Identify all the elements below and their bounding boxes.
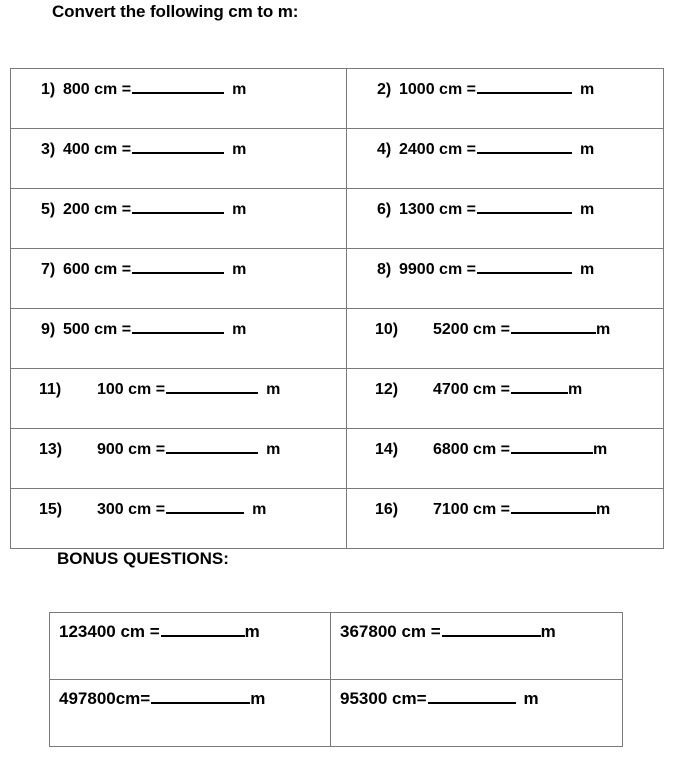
question-item [347,249,663,280]
question-item [11,489,346,520]
table-row [11,429,664,489]
question-body [433,378,663,400]
unit-label: m [232,141,247,158]
bonus-questions-table [49,612,623,747]
question-expression: 9900 cm = [399,261,476,278]
question-number: 3) [41,141,56,158]
question-item [11,309,346,340]
question-expression: 500 cm = [63,321,132,338]
question-item [11,369,346,400]
question-body [433,438,663,460]
question-expression: 100 cm = [97,381,166,398]
unit-label: m [579,201,595,218]
unit-label: m [232,81,247,98]
bonus-question-expression: 95300 cm= [340,689,427,708]
bonus-answer-blank[interactable] [442,621,541,637]
question-body [433,498,663,520]
table-row [11,69,664,129]
unit-label: m [595,501,611,518]
question-cell [347,369,664,429]
answer-blank[interactable] [477,258,572,274]
bonus-unit-label: m [250,689,266,708]
question-number: 7) [41,261,56,278]
question-body [399,138,663,160]
question-cell [11,369,347,429]
question-cell [347,309,664,369]
question-expression: 200 cm = [63,201,132,218]
answer-blank[interactable] [166,498,244,514]
question-expression: 6800 cm = [433,441,510,458]
question-item [347,369,663,400]
question-expression: 1300 cm = [399,201,476,218]
unit-label: m [579,81,595,98]
bonus-unit-label: m [244,622,260,641]
answer-blank[interactable] [511,378,568,394]
question-body [399,78,663,100]
table-row [11,129,664,189]
answer-blank[interactable] [477,138,572,154]
question-number: 11) [39,381,62,398]
bonus-question-cell [331,613,623,680]
table-row [11,369,664,429]
question-body [399,198,663,220]
table-row [11,189,664,249]
question-body [433,318,663,340]
question-number: 2) [377,81,392,98]
bonus-table-row [50,680,623,747]
bonus-unit-label: m [523,689,539,708]
question-number: 6) [377,201,392,218]
question-cell [347,69,664,129]
unit-label: m [232,261,247,278]
bonus-question-item [331,680,622,710]
conversion-questions-body [11,69,664,549]
question-body [63,258,346,280]
page-title: Convert the following cm to m: [52,2,299,21]
question-item [347,429,663,460]
question-item [11,249,346,280]
question-expression: 900 cm = [97,441,166,458]
unit-label: m [266,441,281,458]
question-body [63,138,346,160]
unit-label: m [232,201,247,218]
question-expression: 2400 cm = [399,141,476,158]
answer-blank[interactable] [511,498,596,514]
question-cell [347,429,664,489]
question-number: 9) [41,321,56,338]
question-cell [347,129,664,189]
question-cell [347,249,664,309]
bonus-answer-blank[interactable] [151,688,250,704]
question-expression: 7100 cm = [433,501,510,518]
question-item [11,129,346,160]
unit-label: m [567,381,583,398]
answer-blank[interactable] [132,78,224,94]
question-item [11,69,346,100]
question-number: 1) [41,81,56,98]
answer-blank[interactable] [132,138,224,154]
question-cell [347,489,664,549]
unit-label: m [595,321,611,338]
question-number: 10) [375,321,399,338]
question-expression: 1000 cm = [399,81,476,98]
answer-blank[interactable] [166,378,258,394]
question-body [97,498,346,520]
bonus-question-item [50,680,330,710]
question-cell [11,249,347,309]
question-expression: 300 cm = [97,501,166,518]
question-number: 16) [375,501,399,518]
bonus-unit-label: m [540,622,556,641]
answer-blank[interactable] [477,198,572,214]
unit-label: m [266,381,281,398]
question-body [399,258,663,280]
question-number: 8) [377,261,392,278]
question-expression: 800 cm = [63,81,132,98]
question-expression: 600 cm = [63,261,132,278]
answer-blank[interactable] [511,438,593,454]
table-row [11,489,664,549]
question-body [97,378,346,400]
question-cell [11,429,347,489]
bonus-question-cell [331,680,623,747]
question-item [347,309,663,340]
bonus-question-item [50,613,330,643]
question-expression: 400 cm = [63,141,132,158]
bonus-questions-body [50,613,623,747]
question-cell [11,309,347,369]
question-expression: 5200 cm = [433,321,510,338]
question-cell [11,69,347,129]
question-expression: 4700 cm = [433,381,510,398]
answer-blank[interactable] [511,318,596,334]
question-item [11,429,346,460]
question-number: 15) [39,501,63,518]
question-item [347,69,663,100]
question-cell [11,189,347,249]
answer-blank[interactable] [477,78,572,94]
bonus-question-expression: 497800cm= [59,689,151,708]
unit-label: m [592,441,608,458]
question-number: 4) [377,141,392,158]
table-row [11,309,664,369]
answer-blank[interactable] [132,198,224,214]
question-item [11,189,346,220]
question-cell [11,489,347,549]
bonus-question-expression: 123400 cm = [59,622,160,641]
answer-blank[interactable] [132,318,224,334]
question-item [347,489,663,520]
bonus-answer-blank[interactable] [161,621,245,637]
question-item [347,189,663,220]
unit-label: m [579,261,595,278]
bonus-question-cell [50,613,331,680]
question-number: 14) [375,441,399,458]
question-number: 12) [375,381,399,398]
question-number: 5) [41,201,56,218]
answer-blank[interactable] [132,258,224,274]
question-item [347,129,663,160]
unit-label: m [252,501,267,518]
question-body [97,438,346,460]
question-number: 13) [39,441,63,458]
bonus-answer-blank[interactable] [428,688,516,704]
question-body [63,318,346,340]
question-body [63,198,346,220]
question-cell [11,129,347,189]
table-row [11,249,664,309]
answer-blank[interactable] [166,438,258,454]
question-cell [347,189,664,249]
bonus-section-title: BONUS QUESTIONS: [57,549,229,568]
question-body [63,78,346,100]
unit-label: m [232,321,247,338]
bonus-question-cell [50,680,331,747]
bonus-question-item [331,613,622,643]
bonus-question-expression: 367800 cm = [340,622,441,641]
unit-label: m [579,141,595,158]
conversion-questions-table [10,68,664,549]
bonus-table-row [50,613,623,680]
